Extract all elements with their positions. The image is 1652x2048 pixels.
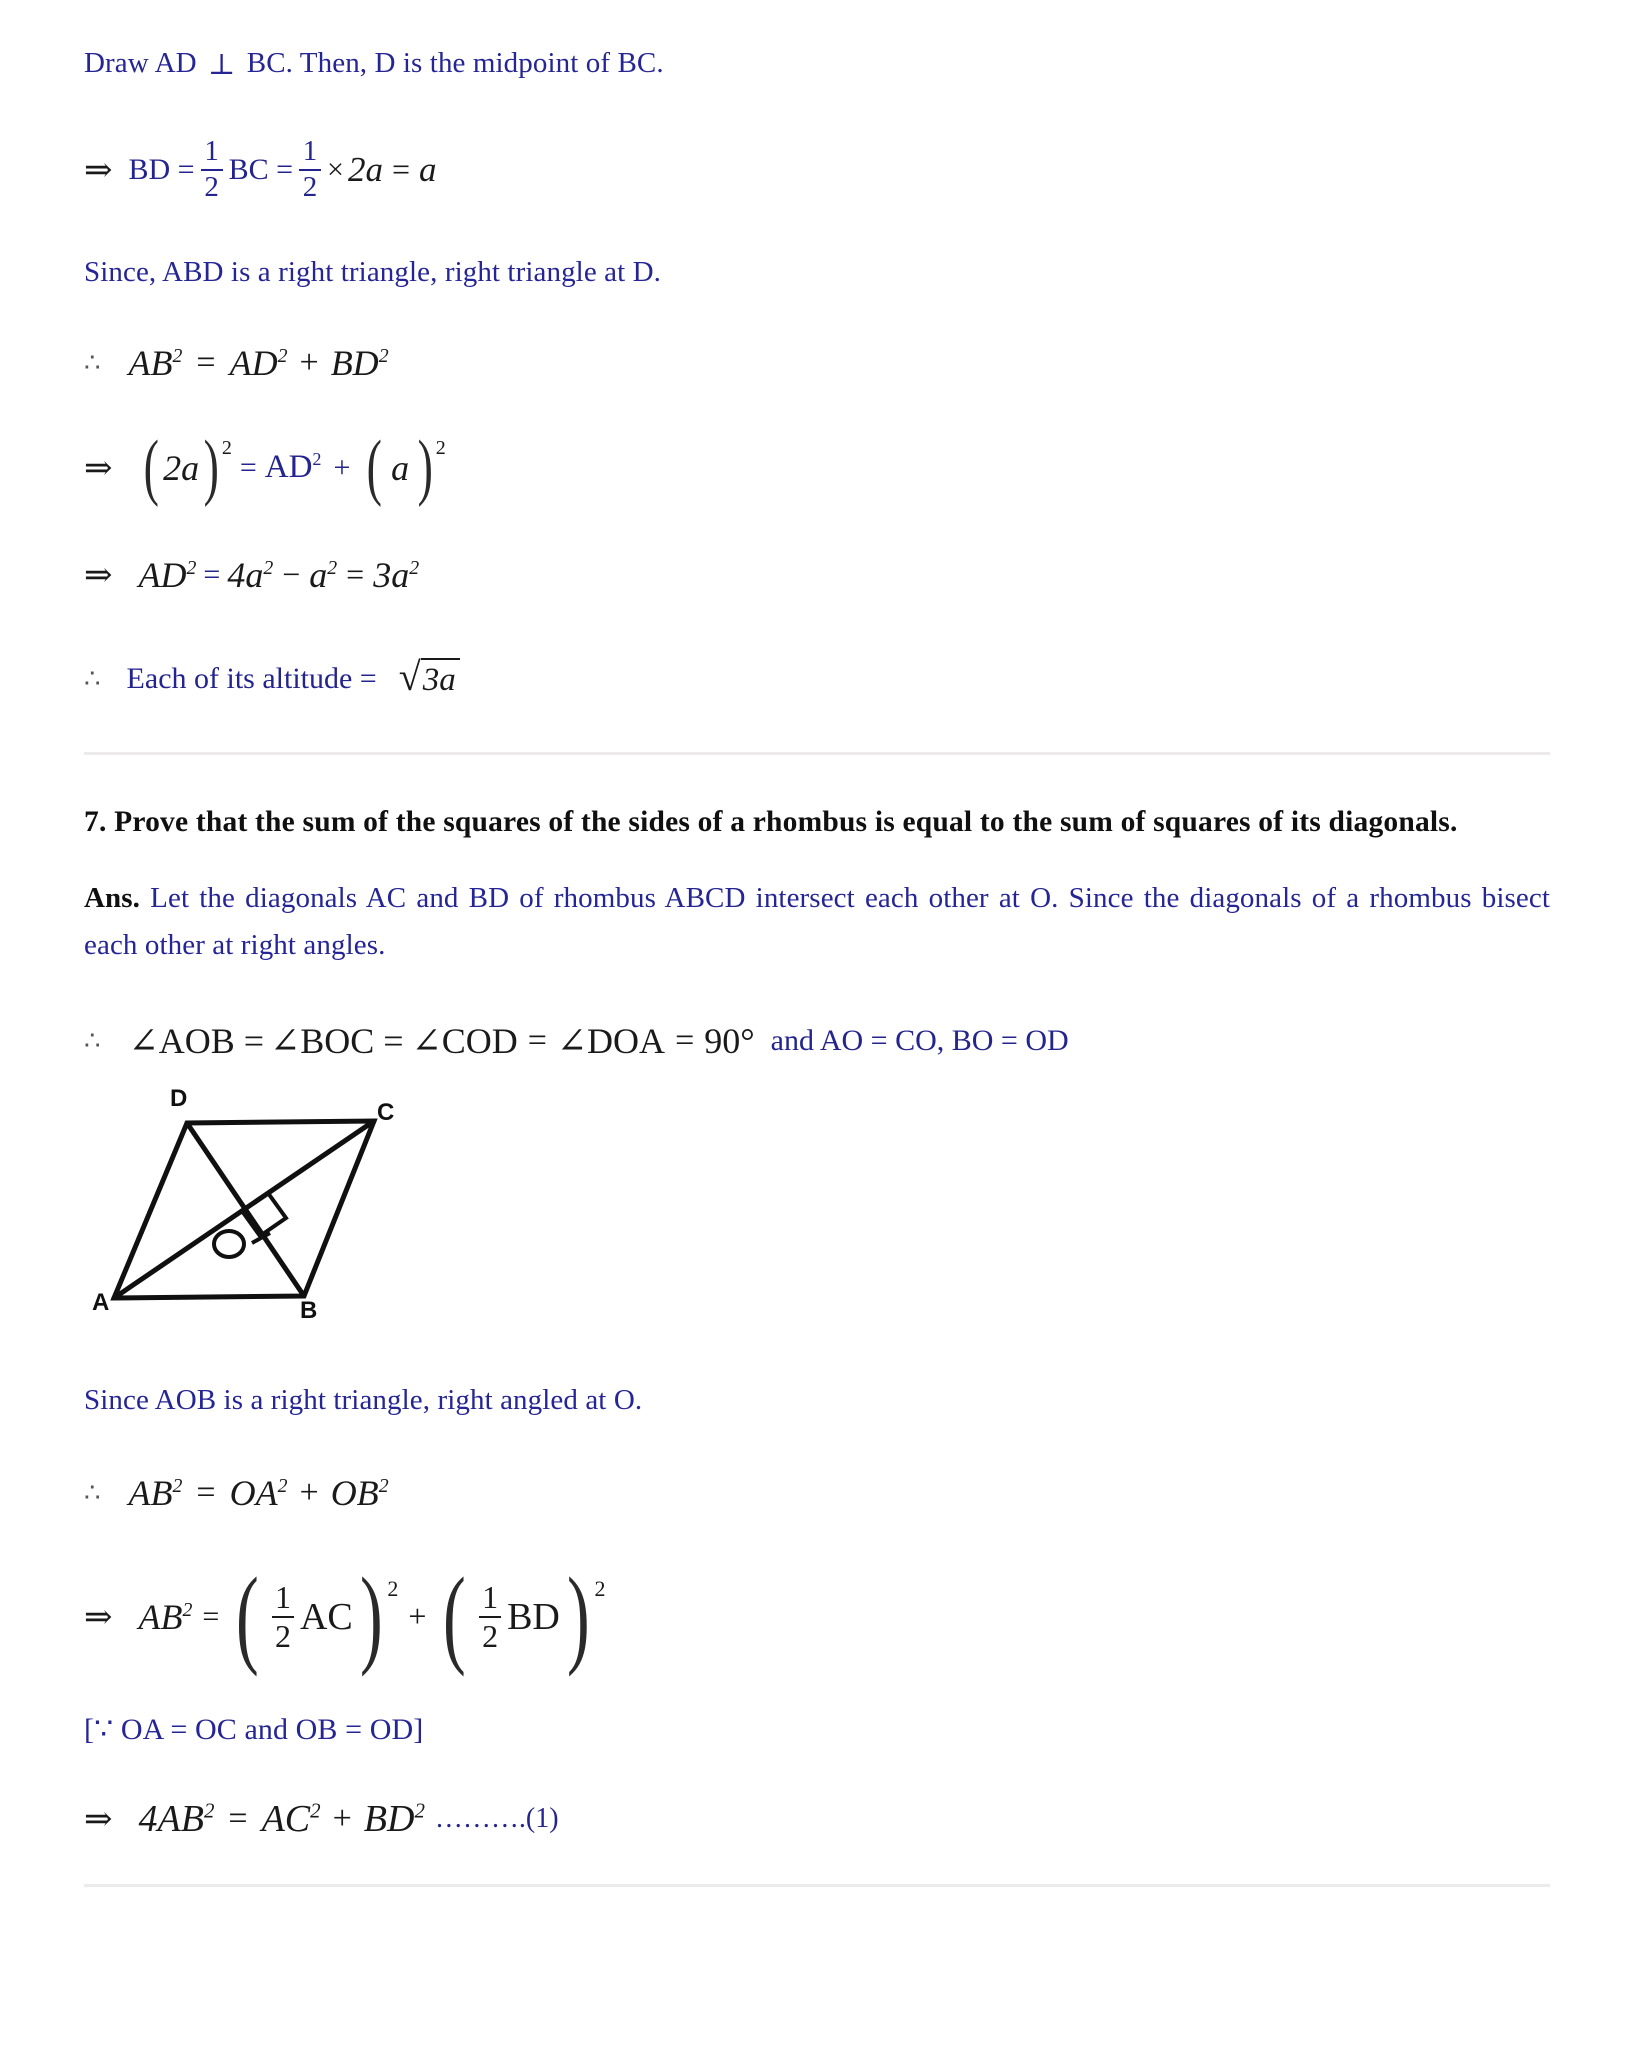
question-7-heading — [84, 799, 1550, 847]
eq-final-lhs: $4AB^2$ — [138, 1798, 215, 1841]
question-text: Prove that the sum of the squares of the sides of a rhombus is equal to the sum of squares of its diagonals. — [114, 805, 1458, 838]
vertex-label-d: D — [170, 1084, 188, 1112]
paren-exponent: 2 — [435, 437, 446, 460]
intro-text — [84, 40, 1564, 87]
implies-arrow-icon: ⇒ — [84, 556, 113, 594]
equals-symbol: = — [203, 557, 221, 591]
vertex-label-c: C — [377, 1098, 395, 1126]
since-abd-text: Since, ABD is a right triangle, right triangle at D. — [84, 255, 662, 288]
plus-symbol: + — [299, 343, 319, 381]
since-abd-paragraph — [84, 249, 1564, 296]
equation-2a-squared — [84, 426, 1564, 509]
eq-ad2-term2: $a^2$ — [309, 554, 338, 595]
bottom-divider — [84, 1884, 1550, 1887]
eq-ad2-term1: $4a^2$ — [227, 554, 274, 595]
therefore-symbol: ∴ — [84, 347, 101, 377]
paren-left: ( — [367, 426, 383, 509]
paren-group-half-bd — [436, 1555, 606, 1678]
multiply-symbol: × — [327, 152, 344, 186]
eq-ab2-term1: $AD^2$ — [229, 342, 288, 383]
rhombus-svg — [92, 1093, 452, 1343]
vertex-label-a: A — [92, 1288, 110, 1316]
page-content — [84, 0, 1564, 1887]
eq-final-term1: $AC^2$ — [261, 1798, 321, 1841]
intro-text-pre: Draw AD — [84, 47, 197, 79]
equation-ab2 — [84, 334, 1564, 392]
intro-paragraph — [84, 0, 1564, 87]
fraction-one-half-b — [299, 137, 321, 202]
angle-doa: ∠DOA — [556, 1020, 666, 1061]
therefore-symbol: ∴ — [84, 1477, 101, 1507]
implies-arrow-icon: ⇒ — [84, 1598, 113, 1636]
question-number: 7. — [84, 805, 107, 838]
fraction-denominator: 2 — [302, 170, 318, 203]
fraction-one-half-ac — [272, 1581, 294, 1652]
angle-cod: ∠COD — [411, 1020, 518, 1061]
equals-symbol: = — [391, 151, 411, 188]
eq-ab2oa-term1: $OA^2$ — [229, 1472, 288, 1513]
angle-value: 90° — [704, 1020, 755, 1061]
paren-inner — [266, 1581, 353, 1652]
answer-block — [84, 875, 1550, 969]
paren-group-half-ac — [229, 1555, 399, 1678]
plus-symbol: + — [408, 1598, 427, 1635]
bracket-note-block — [84, 1706, 1564, 1755]
paren-inner — [473, 1581, 560, 1652]
equation-ad2-value — [84, 546, 1564, 604]
intro-text-post: BC. Then, D is the midpoint of BC. — [246, 47, 664, 79]
paren-exponent: 2 — [387, 1576, 399, 1602]
paren-left: ( — [443, 1555, 467, 1678]
paren-right: ) — [566, 1555, 590, 1678]
paren-exponent: 2 — [594, 1576, 606, 1602]
equals-symbol: = — [196, 343, 216, 381]
eq-ab2-lhs: $AB^2$ — [128, 342, 183, 383]
fraction-numerator: 1 — [274, 1579, 291, 1615]
equals-symbol: = — [228, 1800, 248, 1838]
radicand: 3a — [421, 658, 460, 699]
paren-inner: a — [391, 447, 410, 488]
section-divider — [84, 752, 1550, 755]
eq-final-term2: $BD^2$ — [363, 1798, 425, 1841]
paren-exponent: 2 — [221, 437, 232, 460]
altitude-line — [84, 648, 1564, 710]
equals-symbol: = — [239, 450, 257, 484]
fraction-denominator: 2 — [204, 170, 219, 203]
altitude-text: Each of its altitude = — [126, 661, 377, 695]
equation-ab2-fractions — [84, 1555, 1564, 1678]
fraction-one-half-bd — [479, 1581, 501, 1652]
plus-symbol: + — [333, 450, 351, 484]
rhombus-diagram — [92, 1084, 452, 1353]
fraction-denominator: 2 — [482, 1617, 499, 1654]
eq-ab2oa-lhs: $AB^2$ — [128, 1472, 183, 1513]
paren-inner: 2a — [163, 447, 200, 488]
point-o-marker — [214, 1231, 244, 1257]
eq-2a-ad-term: $AD^2$ — [264, 449, 322, 486]
equation-reference: ……….(1) — [434, 1803, 559, 1835]
equals-symbol: = — [527, 1021, 547, 1059]
equals-symbol: = — [202, 1599, 220, 1633]
eq-frac-lhs: $AB^2$ — [138, 1596, 193, 1637]
equals-symbol-2: = — [346, 556, 365, 593]
fraction-denominator: 2 — [274, 1617, 291, 1654]
fraction-one-half-a — [201, 137, 223, 202]
paren-left: ( — [143, 426, 159, 509]
equation-ab2-oa-ob — [84, 1464, 1564, 1522]
eq-bd-result: a — [419, 149, 437, 189]
angles-suffix: and AO = CO, BO = OD — [770, 1023, 1069, 1057]
equation-bd — [84, 127, 1564, 213]
eq-bd-mid: BC = — [228, 152, 294, 186]
eq-bd-lhs: BD = — [128, 152, 195, 186]
implies-arrow-icon: ⇒ — [84, 151, 113, 189]
vertex-label-b: B — [300, 1296, 318, 1324]
paren-right: ) — [417, 426, 434, 509]
plus-symbol: + — [332, 1800, 352, 1838]
square-root-expression — [398, 654, 460, 700]
therefore-symbol: ∴ — [84, 1025, 101, 1055]
fraction-numerator: 1 — [204, 135, 219, 168]
answer-text: Let the diagonals AC and BD of rhombus ABCD intersect each other at O. Since the diagonals of a rhombus bisect each other at right angles. — [84, 881, 1550, 961]
equation-final — [84, 1790, 1564, 1848]
eq-ad2-lhs: $AD^2$ — [138, 554, 197, 595]
question-7-block — [84, 799, 1550, 847]
fraction-numerator: 1 — [302, 135, 318, 168]
implies-arrow-icon: ⇒ — [84, 1801, 113, 1839]
radical-icon: √ — [398, 654, 421, 700]
equals-symbol: = — [196, 1473, 216, 1511]
segment-ac: AC — [299, 1595, 353, 1638]
since-aob-paragraph — [84, 1377, 1564, 1424]
therefore-symbol: ∴ — [84, 663, 101, 693]
equals-symbol-2: = — [675, 1021, 695, 1059]
eq-ab2-term2: $BD^2$ — [330, 342, 389, 383]
equation-angles — [84, 1011, 1564, 1071]
answer-paragraph — [84, 875, 1550, 969]
angle-boc: ∠BOC = — [270, 1020, 404, 1061]
angle-aob: ∠AOB = — [128, 1020, 265, 1061]
paren-right: ) — [359, 1555, 383, 1678]
eq-bd-term: 2a — [347, 149, 383, 189]
implies-arrow-icon: ⇒ — [84, 449, 113, 487]
segment-bd: BD — [507, 1595, 560, 1638]
eq-ad2-term3: $3a^2$ — [373, 554, 420, 595]
perpendicular-symbol: ⊥ — [208, 49, 236, 81]
paren-group-a — [362, 426, 446, 509]
paren-left: ( — [236, 1555, 259, 1678]
fraction-numerator: 1 — [482, 1579, 499, 1615]
minus-symbol: − — [282, 556, 301, 593]
bracket-note-text: [∵ OA = OC and OB = OD] — [84, 1712, 424, 1746]
eq-ab2oa-term2: $OB^2$ — [330, 1472, 389, 1513]
plus-symbol: + — [299, 1473, 319, 1511]
since-aob-text: Since AOB is a right triangle, right angled at O. — [84, 1383, 643, 1416]
paren-right: ) — [203, 426, 220, 509]
answer-label: Ans. — [84, 881, 141, 914]
paren-group-2a — [139, 426, 232, 509]
